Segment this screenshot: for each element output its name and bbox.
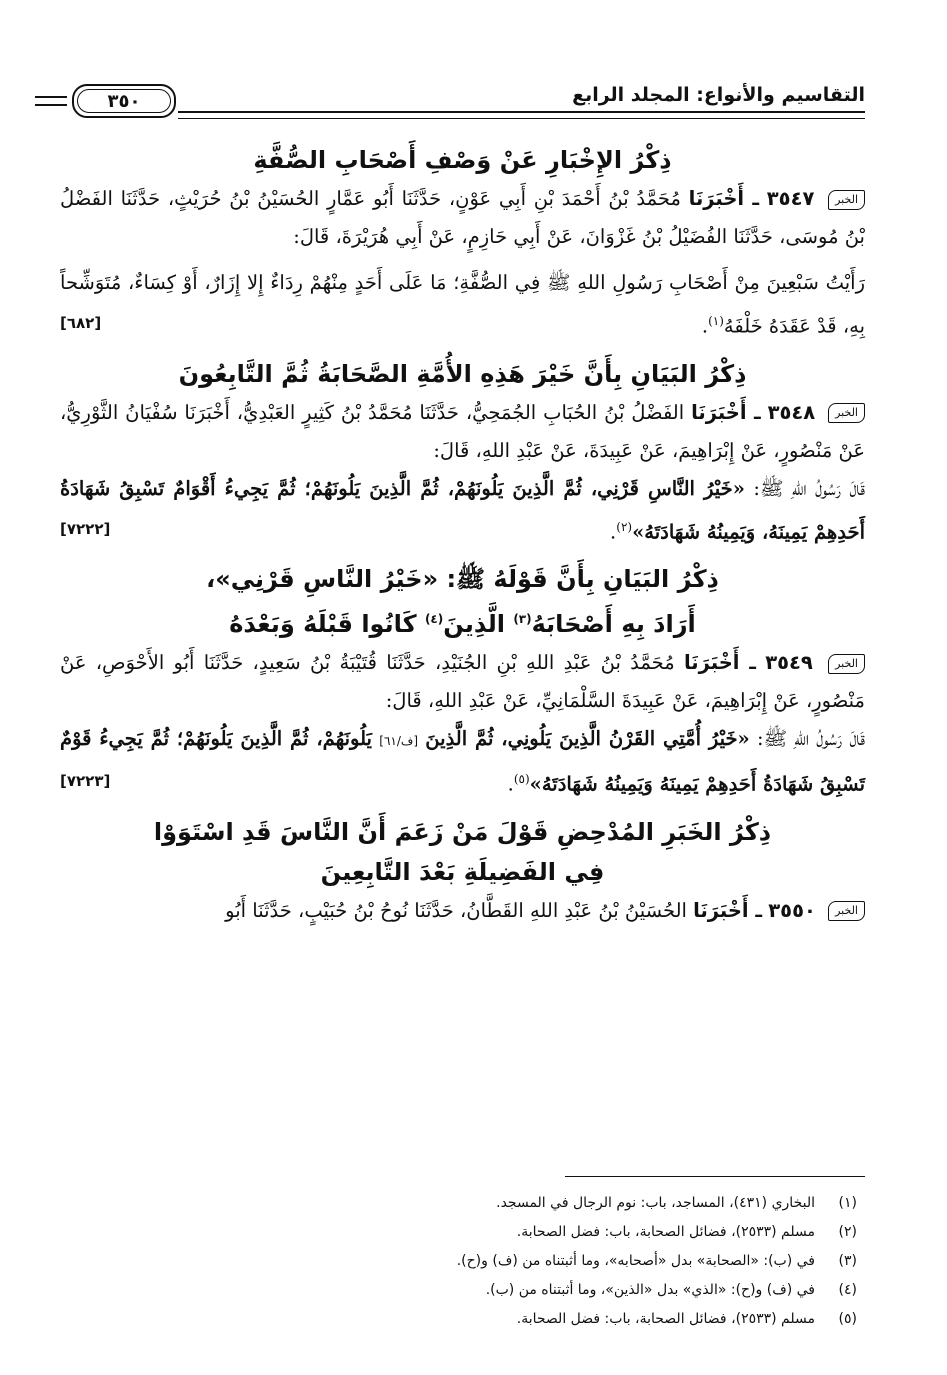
running-header-title: التقاسيم والأنواع: المجلد الرابع [572,84,865,106]
footnote-number: (٣) [838,1253,857,1269]
isnad-text: الفَضْلُ بْنُ الحُبَابِ الجُمَحِيُّ، حَدَّثَنَا مُحَمَّدُ بْنُ كَثِيرٍ العَبْدِيُّ، أَخْبَرَنَا سُفْيَانُ الثَّوْرِيُّ، عَنْ مَنْصُورٍ، عَنْ إِبْرَاهِيمَ، عَنْ عَبِيدَةَ، عَنْ عَبْدِ اللهِ، قَالَ: [60,400,865,462]
matn-quote: يَلُونَهُمْ، ثُمَّ الَّذِينَ يَلُونَهُمْ؛ ثُمَّ يَجِيءُ قَوْمٌ تَسْبِقُ شَهَادَةُ أَحَدِهِمْ يَمِينَهُ وَيَمِينُهُ شَهَادَتَهُ» [60,727,865,796]
akhbarana: ـ أَخْبَرَنَا [688,187,760,210]
section-title [60,812,865,892]
section-title-line: أَرَادَ بِهِ أَصْحَابَهُ [531,610,696,638]
page-number-frame [72,84,176,118]
footnote-number: (٤) [838,1282,857,1298]
hadith-isnad [60,180,865,256]
hadith-number: ٣٥٤٨ [767,400,816,424]
section-title-line: الَّذِينَ [443,610,505,638]
footnotes [60,1176,865,1334]
isnad-text: مُحَمَّدُ بْنُ عَبْدِ اللهِ بْنِ الجُنَيْدِ، حَدَّثَنَا قُتَيْبَةُ بْنُ سَعِيدٍ، حَدَّثَنَا أَبُو الأَحْوَصِ، عَنْ مَنْصُورٍ، عَنْ إِبْرَاهِيمَ، عَنْ عَبِيدَةَ السَّلْمَانِيِّ، عَنْ عَبْدِ اللهِ، قَالَ: [60,651,865,712]
footnote-mark: (٢) [616,519,633,534]
footnote [60,1276,865,1305]
page-header [60,78,865,122]
matn-intro: قَالَ رَسُولُ اللهِ ﷺ: [757,727,865,750]
hadith-reference: [٧٢٢٢] [60,519,111,538]
section-title [60,559,865,644]
hadith-isnad [60,394,865,470]
hadith-badge-icon: الخبر [828,190,865,210]
matn-text: رَأَيْتُ سَبْعِينَ مِنْ أَصْحَابِ رَسُولِ اللهِ ﷺ فِي الصُّفَّةِ؛ مَا عَلَى أَحَدٍ مِنْهُمْ رِدَاءٌ إِلا إِزَارٌ، أَوْ كِسَاءٌ، مُتَوَشِّحاً بِهِ، قَدْ عَقَدَهُ خَلْفَهُ [60,271,865,338]
akhbarana: ـ أَخْبَرَنَا [683,651,756,674]
footnote-number: (٥) [838,1311,857,1327]
footnote-rule [565,1176,865,1177]
footnote [60,1247,865,1276]
footnote-mark: (٥) [513,772,530,786]
hadith-badge-icon: الخبر [828,654,865,674]
footnote-text: في (ب): «الصحابة» بدل «أصحابه»، وما أثبتناه من (ف) و(ح). [456,1253,815,1269]
hadith-isnad [60,644,865,720]
hadith-number: ٣٥٤٧ [766,187,815,210]
folio-mark: [ف/٦١] [379,734,419,748]
hadith-number: ٣٥٥٠ [768,898,816,922]
section-title-line: كَانُوا قَبْلَهُ وَبَعْدَهُ [229,610,417,638]
header-rule [178,111,865,119]
section-title-line: فِي الفَضِيلَةِ بَعْدَ التَّابِعِينَ [320,857,605,886]
hadith-number: ٣٥٤٩ [765,651,813,674]
footnote-number: (٢) [838,1224,857,1240]
isnad-text: الحُسَيْنُ بْنُ عَبْدِ اللهِ القَطَّانُ، حَدَّثَنَا نُوحُ بْنُ حُبَيْبٍ، حَدَّثَنَا أَبُو [225,898,687,922]
footnote-mark: (٣) [513,612,532,626]
section-title-line: ذِكْرُ الخَبَرِ المُدْحِضِ قَوْلَ مَنْ زَعَمَ أَنَّ النَّاسَ قَدِ اسْتَوَوْا [153,817,772,846]
hadith-reference: [٧٢٢٣] [60,772,111,790]
footnote-number: (١) [838,1195,857,1211]
matn-quote: «خَيْرُ النَّاسِ قَرْنِي، ثُمَّ الَّذِينَ يَلُونَهُمْ، ثُمَّ الَّذِينَ يَلُونَهُمْ؛ ثُمَّ يَجِيءُ أَقْوَامٌ تَسْبِقُ شَهَادَةُ أَحَدِهِمْ يَمِينَهُ، وَيَمِينُهُ شَهَادَتَهُ» [60,476,865,543]
akhbarana: ـ أَخْبَرَنَا [691,400,761,424]
hadith-badge-icon: الخبر [828,901,865,921]
footnote [60,1218,865,1247]
section-title: ذِكْرُ البَيَانِ بِأَنَّ خَيْرَ هَذِهِ الأُمَّةِ الصَّحَابَةُ ثُمَّ التَّابِعُونَ [178,359,747,388]
footnote [60,1305,865,1334]
footnote-text: مسلم (٢٥٣٣)، فضائل الصحابة، باب: فضل الصحابة. [516,1311,815,1327]
akhbarana: ـ أَخْبَرَنَا [693,898,763,922]
book-page [60,78,865,1328]
matn-quote: «خَيْرُ أُمَّتِي القَرْنُ الَّذِينَ يَلُونِي، ثُمَّ الَّذِينَ [425,727,750,750]
hadith-reference: [٦٨٢] [60,314,102,332]
matn-intro: قَالَ رَسُولُ اللهِ ﷺ: [753,476,865,500]
footnote-text: في (ف) و(ح): «الذي» بدل «الذين»، وما أثبتناه من (ب). [485,1282,815,1298]
footnote-mark: (١) [708,314,724,328]
footnote-text: البخاري (٤٣١)، المساجد، باب: نوم الرجال في المسجد. [496,1195,815,1211]
hadith-isnad [60,892,865,930]
hadith-matn: قَالَ رَسُولُ اللهِ ﷺ: «خَيْرُ أُمَّتِي القَرْنُ الَّذِينَ يَلُونِي، ثُمَّ الَّذِينَ [ف/٦١] يَلُونَهُمْ، ثُمَّ الَّذِينَ يَلُونَهُمْ؛ ثُمَّ يَجِيءُ قَوْمٌ تَسْبِقُ شَهَادَةُ أَحَدِهِمْ يَمِينَهُ وَيَمِينُهُ شَهَادَتَهُ»$^{(٥)}$. [٧٢٢٣] [60,720,865,804]
hadith-matn: قَالَ رَسُولُ اللهِ ﷺ: «خَيْرُ النَّاسِ قَرْنِي، ثُمَّ الَّذِينَ يَلُونَهُمْ، ثُمَّ الَّذِينَ يَلُونَهُمْ؛ ثُمَّ يَجِيءُ أَقْوَامٌ تَسْبِقُ شَهَادَةُ أَحَدِهِمْ يَمِينَهُ، وَيَمِينُهُ شَهَادَتَهُ»$^{(٢)}$. [٧٢٢٢] [60,470,865,552]
isnad-text: مُحَمَّدُ بْنُ أَحْمَدَ بْنِ أَبِي عَوْنٍ، حَدَّثَنَا أَبُو عَمَّارٍ الحُسَيْنُ بْنُ حُرَيْثٍ، حَدَّثَنَا الفَضْلُ بْنُ مُوسَى، حَدَّثَنَا الفُضَيْلُ بْنُ غَزْوَانَ، عَنْ أَبِي حَازِمٍ، عَنْ أَبِي هُرَيْرَةَ، قَالَ: [60,187,865,248]
section-title: ذِكْرُ الإِخْبَارِ عَنْ وَصْفِ أَصْحَابِ الصُّفَّةِ [253,146,672,174]
footnote [60,1189,865,1218]
page-number: ٣٥٠ [107,90,141,112]
footnote-mark: (٤) [424,612,444,626]
section-title-line: ذِكْرُ البَيَانِ بِأَنَّ قَوْلَهُ ﷺ: «خَيْرُ النَّاسِ قَرْنِي»، [206,565,719,593]
header-ornament [35,96,67,106]
page-content [60,140,865,930]
hadith-matn: رَأَيْتُ سَبْعِينَ مِنْ أَصْحَابِ رَسُولِ اللهِ ﷺ فِي الصُّفَّةِ؛ مَا عَلَى أَحَدٍ مِنْهُمْ رِدَاءٌ إِلا إِزَارٌ، أَوْ كِسَاءٌ، مُتَوَشِّحاً بِهِ، قَدْ عَقَدَهُ خَلْفَهُ$^{(١)}$. [٦٨٢] [60,264,865,346]
hadith-badge-icon: الخبر [828,403,865,423]
footnote-text: مسلم (٢٥٣٣)، فضائل الصحابة، باب: فضل الصحابة. [516,1224,815,1240]
